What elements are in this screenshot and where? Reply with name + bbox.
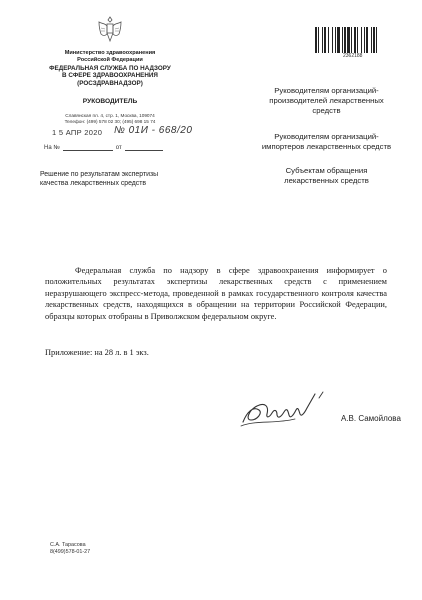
signer-name: А.В. Самойлова xyxy=(341,414,401,423)
addressee-line: Руководителям организаций- xyxy=(274,132,379,141)
service-line: (РОСЗДРАВНАДЗОР) xyxy=(77,79,143,87)
number-sign: № xyxy=(114,125,126,136)
number-value: 01И - 668/20 xyxy=(128,125,193,136)
addressee-line: производителей лекарственных xyxy=(269,96,384,105)
subject-line: качества лекарственных средств xyxy=(40,180,147,187)
addressee-subjects xyxy=(244,166,409,186)
executor-name: С.А. Тарасова xyxy=(50,542,86,548)
appendix-note: Приложение: на 28 л. в 1 экз. xyxy=(45,348,149,357)
addressee-line: лекарственных средств xyxy=(284,176,369,185)
addressee-line: Руководителям организаций- xyxy=(274,86,379,95)
service-line: ФЕДЕРАЛЬНАЯ СЛУЖБА ПО НАДЗОРУ xyxy=(49,65,171,72)
letter-body xyxy=(45,265,387,322)
reference-label: На № xyxy=(44,145,60,151)
barcode-number: 2362188 xyxy=(343,53,363,59)
ministry-line: Российской Федерации xyxy=(77,56,143,63)
phone-line: Телефон: (499) 578 02 30; (495) 698 15 74 xyxy=(64,118,156,124)
addressee-producers xyxy=(244,86,409,116)
coat-of-arms-emblem-icon xyxy=(97,14,123,44)
executor-info xyxy=(50,542,90,556)
addressee-line: Субъектам обращения xyxy=(285,166,368,175)
addressee-importers xyxy=(244,132,409,152)
executor-phone: 8(499)578-01-27 xyxy=(50,549,91,555)
reference-blank xyxy=(63,144,113,151)
reference-line xyxy=(44,144,166,151)
address-line: Славянская пл. 4, стр. 1, Москва, 109074 xyxy=(65,113,155,118)
body-paragraph: Федеральная служба по надзору в сфере здравоохранения информирует о положительных результатах экспертизы лекарственных средств с применением неразрушающего экспресс-метода, проведенной в рамках государственного контроля качества лекарственных средств, находящихся в обращении на территории Российской Федерации, образцы которых отобраны в Приволжском федеральном округе. xyxy=(45,266,387,321)
service-line: В СФЕРЕ ЗДРАВООХРАНЕНИЯ xyxy=(62,72,158,80)
handwritten-signature-icon xyxy=(235,384,335,434)
addressee-line: средств xyxy=(312,106,341,115)
reference-date-blank xyxy=(125,144,163,151)
ministry-name xyxy=(20,50,200,63)
registration-number xyxy=(114,125,192,136)
barcode-icon xyxy=(315,27,385,53)
head-title: РУКОВОДИТЕЛЬ xyxy=(82,98,138,105)
addressee-line: импортеров лекарственных средств xyxy=(261,142,392,151)
sender-address xyxy=(20,113,200,125)
letter-subject xyxy=(40,170,190,188)
registration-date: 1 5 АПР 2020 xyxy=(52,128,103,137)
ministry-line: Министерство здравоохранения xyxy=(64,50,156,56)
reference-from-label: от xyxy=(115,145,122,151)
service-name xyxy=(20,65,200,87)
subject-line: Решение по результатам экспертизы xyxy=(40,171,159,178)
